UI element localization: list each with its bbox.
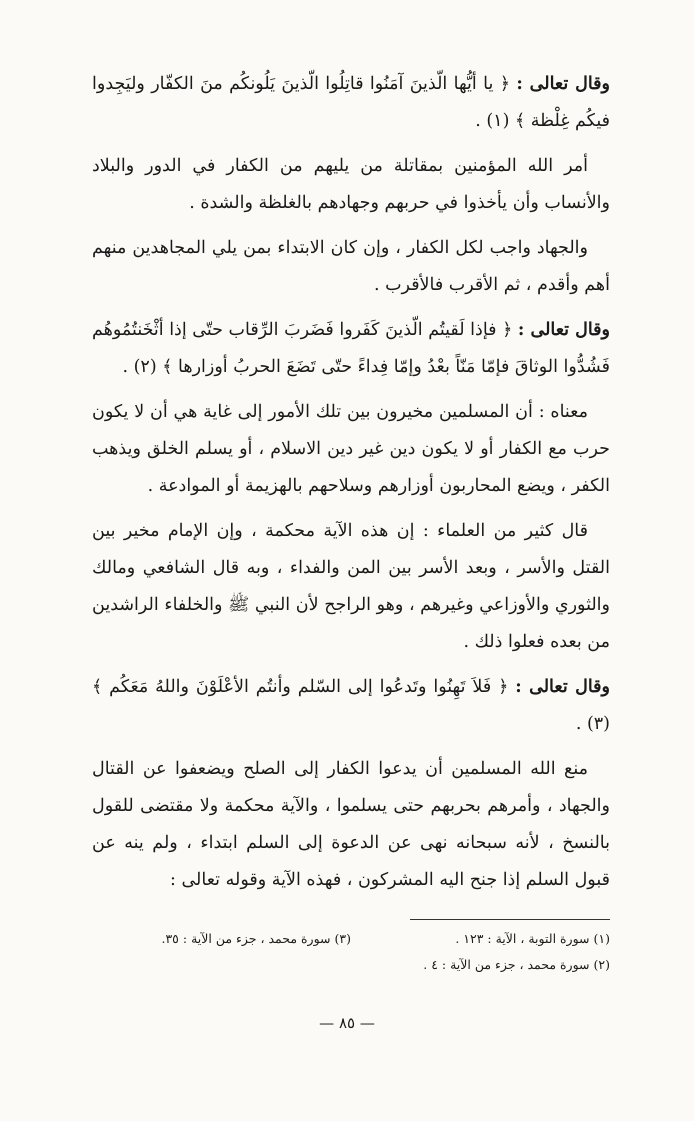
- commentary-paragraph: [92, 751, 610, 899]
- verse-paragraph: [92, 66, 610, 140]
- paragraph-text: والجهاد واجب لكل الكفار ، وإن كان الابتداء بمن يلي المجاهدين منهم أهم وأقدم ، ثم الأقرب فالأقرب .: [92, 238, 610, 295]
- footnotes: [92, 926, 610, 978]
- paragraph-text: أمر الله المؤمنين بمقاتلة من يليهم من الكفار في الدور والبلاد والأنساب وأن يأخذوا في حربهم وجهادهم بالغلظة والشدة .: [92, 156, 610, 213]
- footnote-column-left: [92, 926, 351, 978]
- verse-paragraph: [92, 669, 610, 743]
- paragraph-text: ﴿ يا أيُّها الّذينَ آمَنُوا قاتِلُوا الّذينَ يَلُونكُم منَ الكفّار وليَجِدوا فيكُم غِلْظة ﴾ (١) .: [92, 74, 610, 131]
- commentary-paragraph: [92, 230, 610, 304]
- footnote-column-right: [351, 926, 610, 978]
- footnote-divider: [410, 919, 610, 920]
- paragraph-text: ﴿ فإذا لَقيتُم الّذينَ كَفَروا فَضَربَ الرِّقاب حتّى إذا أثْخَنتُمُوهُم فَشُدُّوا الوثاقَ فإمّا مَنّاً بعْدُ وإمّا فِداءً حتّى تَضَعَ الحربُ أوزارها ﴾ (٢) .: [92, 320, 610, 377]
- page-number: — ٨٥ —: [319, 1014, 375, 1032]
- footnote: (١) سورة التوبة ، الآية : ١٢٣ .: [455, 931, 610, 946]
- footnote: (٢) سورة محمد ، جزء من الآية : ٤ .: [423, 957, 610, 972]
- lead-phrase: وقال تعالى :: [516, 74, 610, 94]
- paragraph-text: قال كثير من العلماء : إن هذه الآية محكمة ، وإن الإمام مخير بين القتل والأسر ، وبعد الأسر بين المن والفداء ، وبه قال الشافعي ومالك والثوري والأوزاعي وغيرهم ، وهو الراجح لأن النبي ﷺ والخلفاء الراشدين من بعده فعلوا ذلك .: [92, 521, 610, 652]
- paragraph-text: معناه : أن المسلمين مخيرون بين تلك الأمور إلى غاية هي أن لا يكون حرب مع الكفار أو لا يكون دين غير دين الاسلام ، أو يسلم الخلق ويذهب الكفر ، ويضع المحاربون أوزارهم وسلاحهم بالهزيمة أو الموادعة .: [92, 402, 610, 496]
- lead-phrase: وقال تعالى :: [517, 320, 611, 340]
- paragraph-text: منع الله المسلمين أن يدعوا الكفار إلى الصلح ويضعفوا عن القتال والجهاد ، وأمرهم بحربهم حتى يسلموا ، والآية محكمة ولا مقتضى للقول بالنسخ ، لأنه سبحانه نهى عن الدعوة إلى السلم ابتداء ، ولم ينه عن قبول السلم إذا جنح اليه المشركون ، فهذه الآية وقوله تعالى :: [92, 759, 610, 890]
- commentary-paragraph: [92, 513, 610, 661]
- verse-paragraph: [92, 312, 610, 386]
- paragraph-text: ﴿ فَلاَ تَهِنُوا وتَدعُوا إلى السّلم وأنتُم الأعْلَوْنَ واللهُ مَعَكُم ﴾ (٣) .: [92, 677, 610, 734]
- commentary-paragraph: [92, 148, 610, 222]
- lead-phrase: وقال تعالى :: [515, 677, 610, 697]
- footnote: (٣) سورة محمد ، جزء من الآية : ٣٥.: [161, 931, 351, 946]
- commentary-paragraph: [92, 394, 610, 505]
